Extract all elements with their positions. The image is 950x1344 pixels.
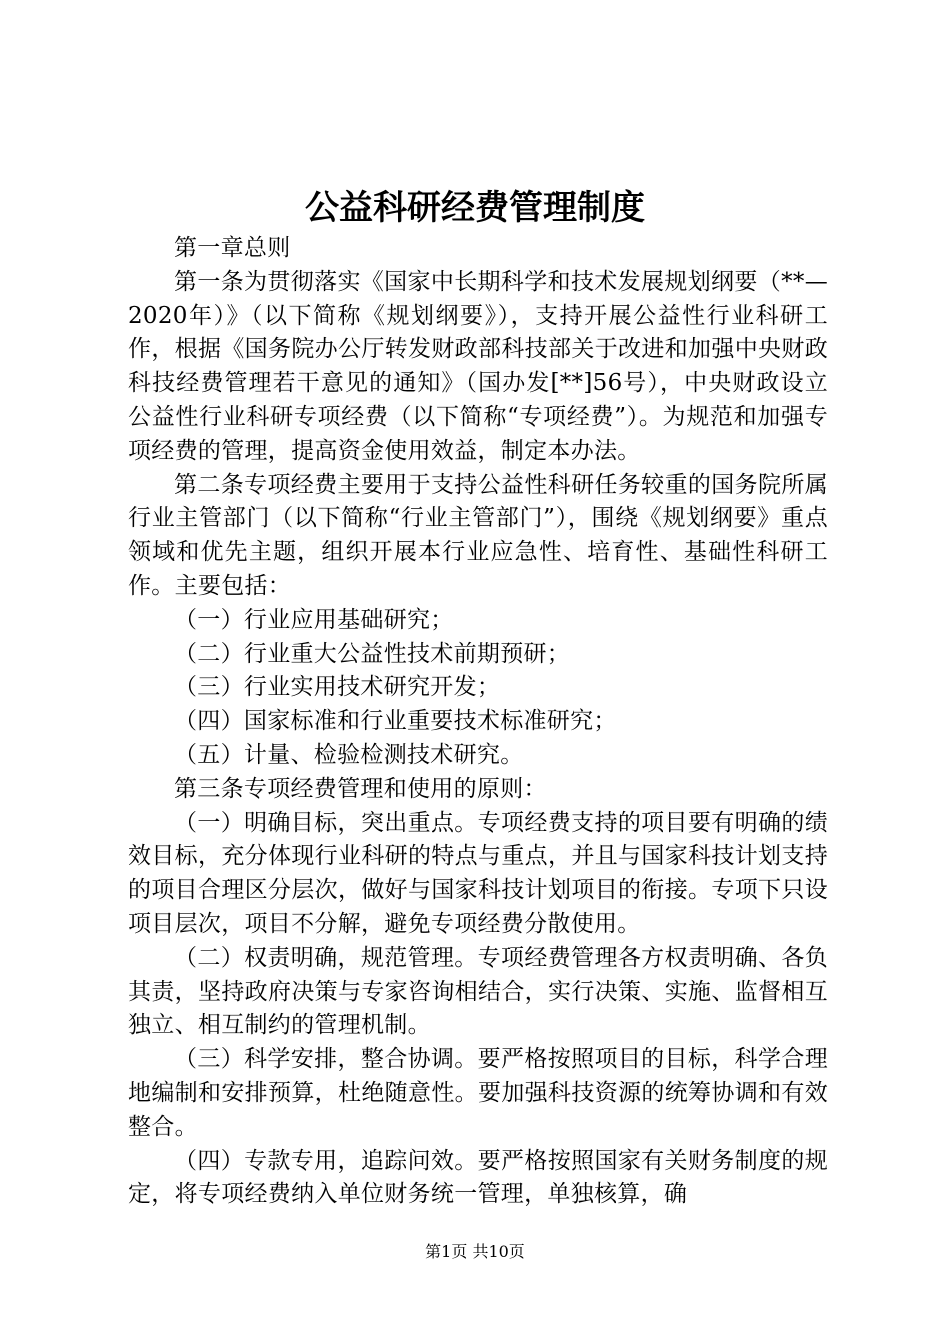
- chapter-heading: 第一章总则: [174, 235, 291, 261]
- article-2-item-1: （一）行业应用基础研究；: [174, 606, 454, 633]
- article-3-principle-3: （三）科学安排，整合协调。要严格按照项目的目标，科学合理地编制和安排预算，杜绝随意性。要加强科技资源的统筹协调和有效整合。: [128, 1046, 828, 1140]
- article-2-paragraph: 第二条专项经费主要用于支持公益性科研任务较重的国务院所属行业主管部门（以下简称“行业主管部门”），围绕《规划纲要》重点领域和优先主题，组织开展本行业应急性、培育性、基础性科研工作。主要包括：: [128, 471, 828, 599]
- article-3-paragraph: 第三条专项经费管理和使用的原则：: [174, 775, 547, 802]
- article-3-principle-2: （二）权责明确，规范管理。专项经费管理各方权责明确、各负其责，坚持政府决策与专家咨询相结合，实行决策、实施、监督相互独立、相互制约的管理机制。: [128, 944, 828, 1039]
- article-2-item-3: （三）行业实用技术研究开发；: [174, 674, 501, 701]
- document-body: [128, 232, 828, 1212]
- article-1-paragraph: 第一条为贯彻落实《国家中长期科学和技术发展规划纲要（**—2020年）》（以下简称《规划纲要》），支持开展公益性行业科研工作，根据《国务院办公厅转发财政部科技部关于改进和加强中央财政科技经费管理若干意见的通知》（国办发[**]56号），中央财政设立公益性行业科研专项经费（以下简称“专项经费”）。为规范和加强专项经费的管理，提高资金使用效益，制定本办法。: [128, 268, 828, 464]
- page-footer: 第1页 共10页: [425, 1242, 525, 1261]
- document-title: 公益科研经费管理制度: [305, 188, 645, 228]
- article-2-item-5: （五）计量、检验检测技术研究。: [174, 741, 524, 768]
- article-2-item-2: （二）行业重大公益性技术前期预研；: [174, 640, 571, 667]
- article-2-item-4: （四）国家标准和行业重要技术标准研究；: [174, 708, 617, 735]
- article-3-principle-4: （四）专款专用，追踪问效。要严格按照国家有关财务制度的规定，将专项经费纳入单位财务统一管理，单独核算，确: [128, 1147, 828, 1208]
- article-3-principle-1: （一）明确目标，突出重点。专项经费支持的项目要有明确的绩效目标，充分体现行业科研的特点与重点，并且与国家科技计划支持的项目合理区分层次，做好与国家科技计划项目的衔接。专项下只设项目层次，项目不分解，避免专项经费分散使用。: [128, 809, 828, 937]
